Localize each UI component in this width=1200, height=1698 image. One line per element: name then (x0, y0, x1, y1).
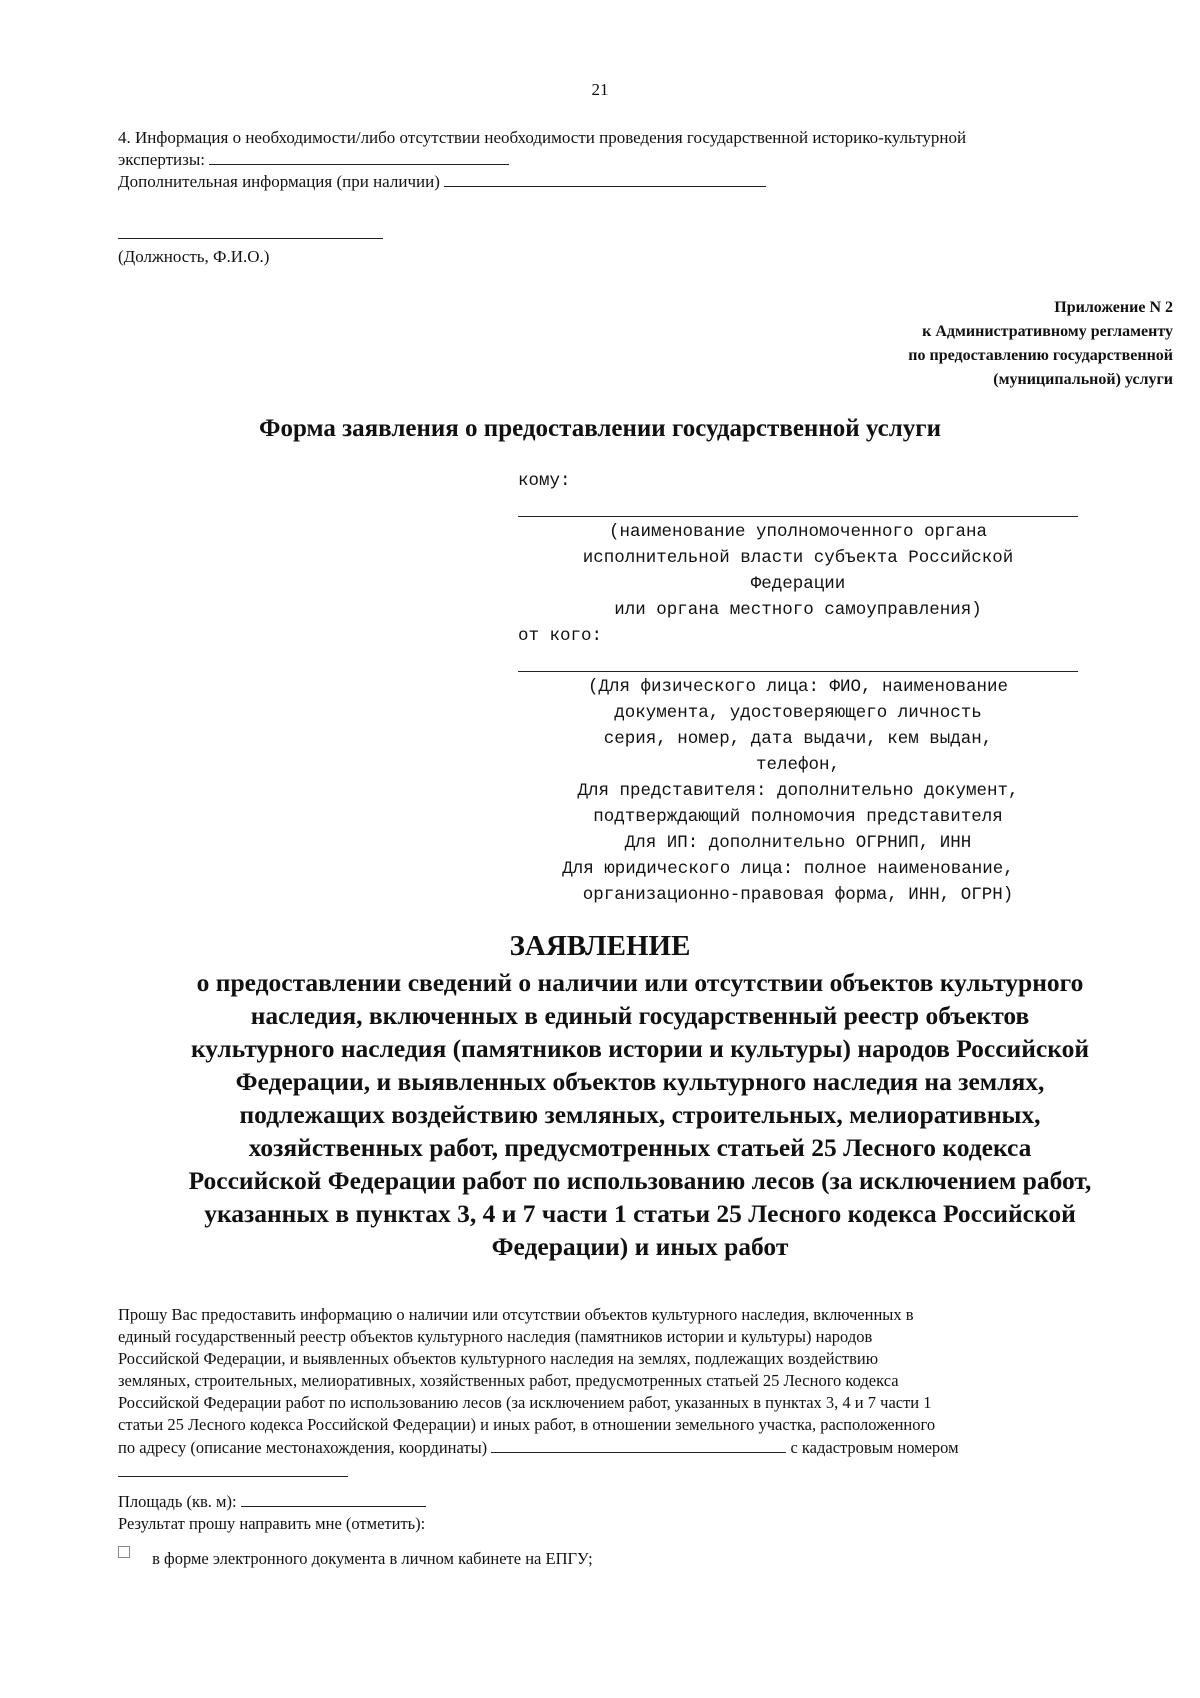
additional-info-row (118, 170, 1178, 192)
page-number: 21 (591, 80, 609, 99)
to-field[interactable] (518, 494, 1078, 517)
position-signature-line[interactable] (118, 238, 383, 239)
form-title: Форма заявления о предоставлении государственной услуги (259, 415, 941, 442)
section-4-block (118, 127, 1178, 192)
appendix-line-4: (муниципальной) услуги (993, 371, 1173, 388)
request-line: статьи 25 Лесного кодекса Российской Федерации) и иных работ, в отношении земельного участка, расположенного (118, 1415, 936, 1434)
request-line: единый государственный реестр объектов культурного наследия (памятников истории и культуры) народов (118, 1327, 873, 1346)
request-paragraph (118, 1304, 1178, 1459)
from-hint-8: Для юридического лица: полное наименование, (562, 859, 1014, 879)
request-line: Российской Федерации, и выявленных объектов культурного наследия на землях, подлежащих воздействию (118, 1349, 879, 1368)
statement-subtitle-line: Федерации) и иных работ (491, 1232, 789, 1261)
statement-subtitle-line: наследия, включенных в единый государственный реестр объектов (250, 1001, 1030, 1030)
address-label: по адресу (описание местонахождения, координаты) (118, 1438, 488, 1457)
request-line: Прошу Вас предоставить информацию о наличии или отсутствии объектов культурного наследия, включенных в (118, 1305, 914, 1324)
address-field[interactable] (491, 1436, 786, 1453)
request-line: Российской Федерации работ по использованию лесов (за исключением работ, указанных в пунктах 3, 4 и 7 части 1 (118, 1393, 932, 1412)
statement-subtitle-line: Федерации, и выявленных объектов культурного наследия на землях, (235, 1067, 1045, 1096)
from-hint-9: организационно-правовая форма, ИНН, ОГРН) (582, 885, 1014, 905)
address-row (118, 1436, 1178, 1459)
appendix-line-1: Приложение N 2 (1054, 299, 1173, 316)
statement-subtitle-line: Российской Федерации работ по использованию лесов (за исключением работ, (188, 1166, 1092, 1195)
from-hint-5: Для представителя: дополнительно документ, (577, 781, 1019, 801)
statement-subtitle-line: указанных в пунктах 3, 4 и 7 части 1 статьи 25 Лесного кодекса Российской (204, 1199, 1076, 1228)
from-hint-6: подтверждающий полномочия представителя (593, 807, 1003, 827)
area-row (118, 1490, 426, 1512)
result-label: Результат прошу направить мне (отметить): (118, 1514, 426, 1533)
additional-info-label: Дополнительная информация (при наличии) (118, 172, 440, 191)
area-field[interactable] (241, 1490, 426, 1507)
from-hint-7: Для ИП: дополнительно ОГРНИП, ИНН (624, 833, 972, 853)
appendix-block (908, 296, 1173, 392)
from-hint-2: документа, удостоверяющего личность (614, 703, 982, 723)
statement-subtitle-line: хозяйственных работ, предусмотренных статьей 25 Лесного кодекса (248, 1133, 1032, 1162)
to-hint-2: исполнительной власти субъекта Российской (582, 548, 1014, 568)
to-hint-3: Федерации (750, 574, 846, 594)
option-label: в форме электронного документа в личном кабинете на ЕПГУ; (152, 1549, 593, 1568)
cadastral-number-field[interactable] (118, 1476, 348, 1477)
statement-subtitle-line: подлежащих воздействию земляных, строительных, мелиоративных, (239, 1100, 1041, 1129)
statement-subtitle-line: о предоставлении сведений о наличии или отсутствии объектов культурного (196, 968, 1084, 997)
statement-subtitle-line: культурного наследия (памятников истории и культуры) народов Российской (190, 1034, 1090, 1063)
delivery-option-epgu[interactable] (118, 1546, 593, 1569)
section-4-line-1: 4. Информация о необходимости/либо отсутствии необходимости проведения государственной историко-культурной (118, 128, 967, 147)
from-hint-1: (Для физического лица: ФИО, наименование (587, 677, 1009, 697)
appendix-line-2: к Административному регламенту (922, 323, 1173, 340)
appendix-line-3: по предоставлению государственной (908, 347, 1173, 364)
recipient-block (518, 468, 1118, 908)
to-hint-4: или органа местного самоуправления) (614, 600, 982, 620)
expertise-label: экспертизы: (118, 150, 205, 169)
from-label: от кого: (518, 626, 603, 646)
to-label: кому: (518, 471, 571, 491)
from-hint-4: телефон, (755, 755, 840, 775)
from-hint-3: серия, номер, дата выдачи, кем выдан, (603, 729, 993, 749)
position-name-label: (Должность, Ф.И.О.) (118, 247, 270, 266)
statement-heading: ЗАЯВЛЕНИЕ (509, 930, 691, 962)
from-field[interactable] (518, 649, 1078, 672)
expertise-field[interactable] (209, 148, 509, 165)
additional-info-field[interactable] (444, 170, 766, 187)
expertise-row (118, 148, 1178, 170)
cadastral-label: с кадастровым номером (790, 1438, 959, 1457)
to-hint-1: (наименование уполномоченного органа (608, 522, 988, 542)
request-line: земляных, строительных, мелиоративных, хозяйственных работ, предусмотренных статьей 25 Лесного кодекса (118, 1371, 899, 1390)
area-label: Площадь (кв. м): (118, 1492, 237, 1511)
option-checkbox[interactable] (118, 1546, 130, 1558)
statement-subtitle (100, 966, 1180, 1263)
